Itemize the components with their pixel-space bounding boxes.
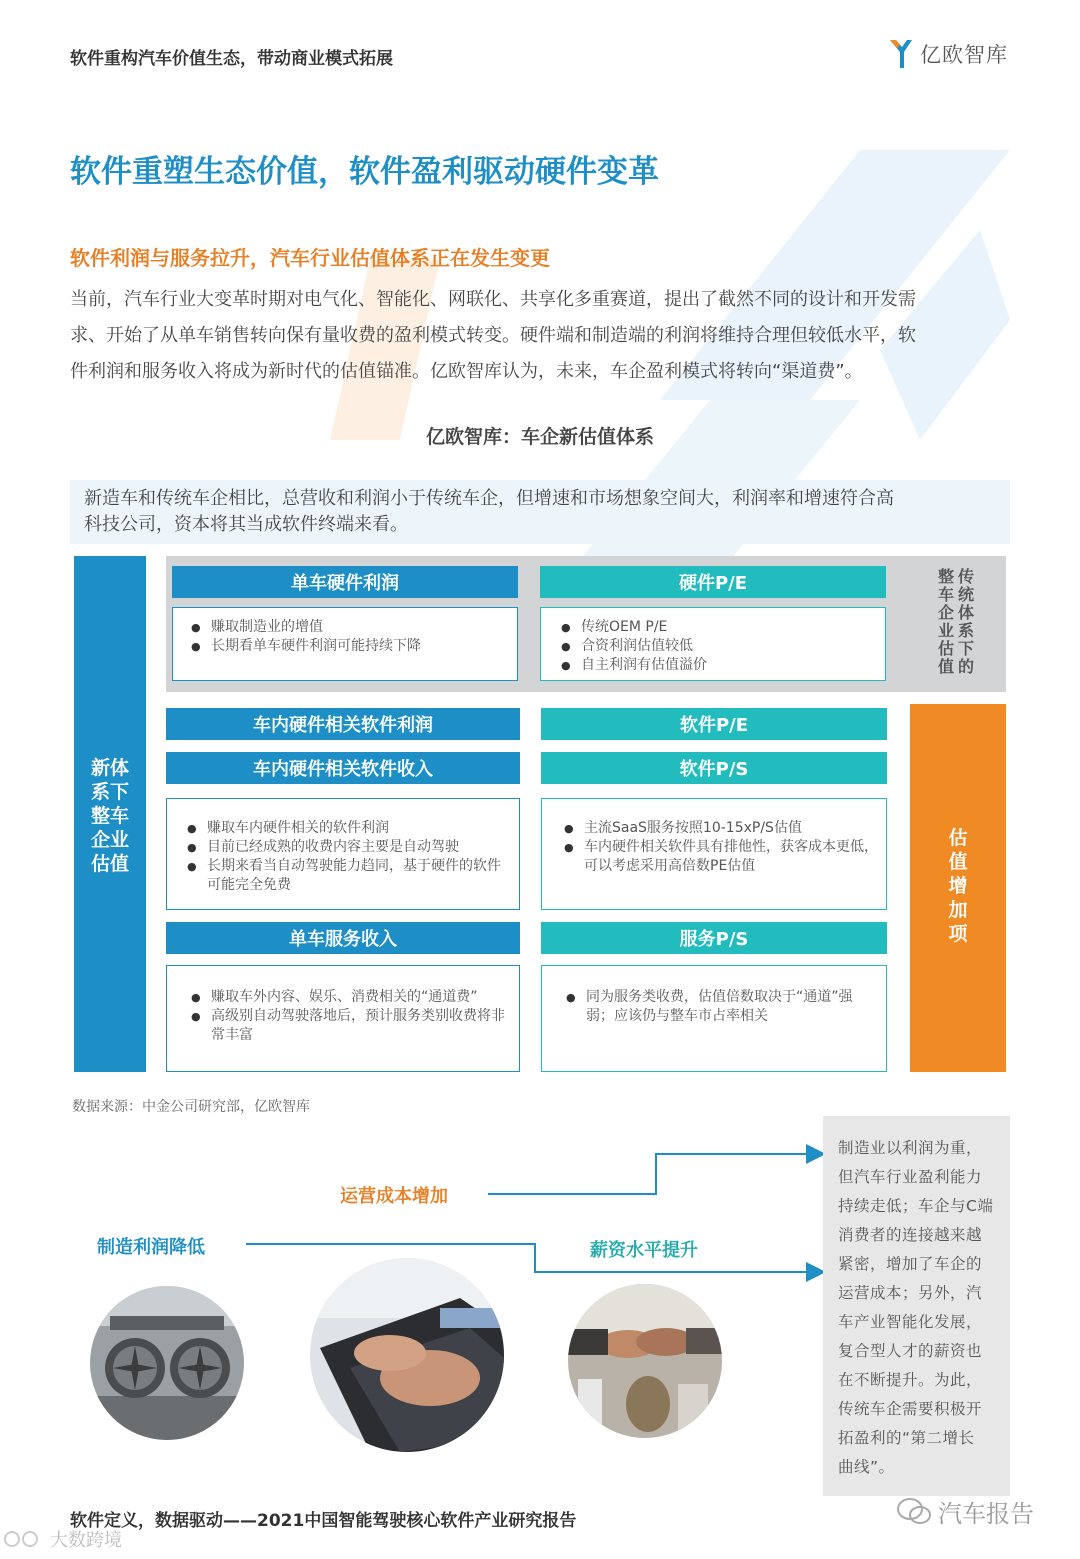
weibo-icon [2,1528,46,1550]
footer-title: 软件定义，数据驱动——2021中国智能驾驶核心软件产业研究报告 [70,1511,577,1531]
list-item: ● 车内硬件相关软件具有排他性，获客成本更低，可以考虑采用高倍数PE估值 [584,838,878,876]
intro-line: 科技公司，资本将其当成软件终端来看。 [84,514,408,535]
side-line: 消费者的连接越来越 [838,1226,983,1244]
side-line: 传统车企需要积极开 [838,1400,983,1418]
brand-logo [888,38,1008,70]
watermark-right [896,1494,1034,1529]
paragraph-line: 件利润和服务收入将成为新时代的估值锚准。亿欧智库认为，未来，车企盈利模式将转向“渠道费”。 [70,361,863,382]
data-source: 数据来源：中金公司研究部，亿欧智库 [72,1099,310,1115]
list-item: ● 自主利润有估值溢价 [581,656,885,675]
list-item: ● 合资利润估值较低 [581,637,885,656]
wechat-icon [896,1497,932,1527]
service-box-left [166,965,520,1072]
software-revenue-bar: 车内硬件相关软件收入 [166,752,520,784]
side-line: 紧密，增加了车企的 [838,1255,983,1273]
list-item: ● 同为服务类收费，估值倍数取决于“通道”强弱；应该仍与整车市占率相关 [586,988,878,1026]
side-line: 但汽车行业盈利能力 [838,1168,983,1186]
label-line: 系下 [90,781,129,803]
hardware-profit-bar: 单车硬件利润 [172,566,518,598]
service-revenue-bar: 单车服务收入 [166,922,520,954]
laptop-typing-photo [310,1258,504,1452]
side-line: 运营成本；另外，汽 [838,1284,983,1302]
logo-icon [888,38,914,70]
side-line: 拓盈利的“第二增长 [838,1429,975,1447]
list-item: ● 赚取车外内容、娱乐、消费相关的“通道费” [211,988,511,1007]
factory-photo [90,1286,244,1440]
software-pe-bar: 软件P/E [541,708,887,740]
paragraph-line: 当前，汽车行业大变革时期对电气化、智能化、网联化、共享化多重赛道，提出了截然不同的设计和开发需 [70,289,916,310]
label-char: 增 [948,875,968,897]
software-box-left [166,798,520,910]
chart-title: 亿欧智库：车企新估值体系 [425,426,654,448]
software-profit-bar: 车内硬件相关软件利润 [166,708,520,740]
new-system-label [74,756,146,876]
paragraph-line: 求、开始了从单车销售转向保有量收费的盈利模式转变。硬件端和制造端的利润将维持合理但较低水平，软 [70,325,916,346]
section-subtitle: 软件利润与服务拉升，汽车行业估值体系正在发生变更 [70,246,550,270]
flow-label-salary: 薪资水平提升 [590,1240,698,1261]
side-line: 在不断提升。为此， [838,1371,983,1389]
value-add-label [910,826,1006,946]
intro-line: 新造车和传统车企相比，总营收和利润小于传统车企，但增速和市场想象空间大，利润率和增速符合高 [84,488,894,509]
flow-label-cost: 运营成本增加 [340,1186,448,1207]
list-item: ● 赚取车内硬件相关的软件利润 [207,819,511,838]
label-line: 估值 [90,853,129,875]
software-ps-bar: 软件P/S [541,752,887,784]
label-line: 整车 [90,805,129,827]
intro-text [84,486,994,538]
vertical-label-col: 整 车 企 业 估 值 [937,567,954,676]
watermark-right-text: 汽车报告 [938,1500,1034,1528]
label-line: 企业 [90,829,129,851]
label-char: 项 [948,923,968,945]
list-item: ● 主流SaaS服务按照10-15xP/S估值 [584,819,878,838]
list-item: ● 高级别自动驾驶落地后，预计服务类别收费将非常丰富 [211,1007,511,1045]
hardware-pe-box [540,607,886,681]
list-item: ● 传统OEM P/E [581,618,885,637]
header-title: 软件重构汽车价值生态，带动商业模式拓展 [70,49,393,69]
vertical-label-col: 传 统 体 系 下 的 [958,567,975,676]
software-box-right [541,798,887,910]
hardware-pe-bar: 硬件P/E [540,566,886,598]
intro-paragraph [70,282,1010,390]
label-char: 加 [948,899,968,921]
watermark-left [2,1526,122,1552]
list-item: ● 赚取制造业的增值 [211,618,517,637]
page-title: 软件重塑生态价值，软件盈利驱动硬件变革 [70,154,659,190]
hardware-profit-box [172,607,518,681]
label-char: 估 [948,827,968,849]
service-ps-bar: 服务P/S [541,922,887,954]
label-char: 值 [948,851,968,873]
label-line: 新体 [90,757,129,779]
list-item: ● 目前已经成熟的收费内容主要是自动驾驶 [207,838,511,857]
flow-label-profit: 制造利润降低 [97,1237,205,1258]
side-line: 复合型人才的薪资也 [838,1342,983,1360]
side-line: 曲线”。 [838,1458,895,1476]
service-box-right [541,965,887,1072]
list-item: ● 长期看单车硬件利润可能持续下降 [211,637,517,656]
handshake-photo [568,1284,722,1438]
list-item: ● 长期来看当自动驾驶能力趋同，基于硬件的软件可能完全免费 [207,857,511,895]
side-line: 车产业智能化发展， [838,1313,983,1331]
side-line: 制造业以利润为重， [838,1139,983,1157]
side-line: 持续走低；车企与C端 [838,1197,994,1215]
traditional-label [926,568,986,686]
logo-text: 亿欧智库 [920,43,1008,67]
side-note-text [838,1134,1000,1482]
watermark-left-text: 大数跨境 [50,1530,122,1551]
